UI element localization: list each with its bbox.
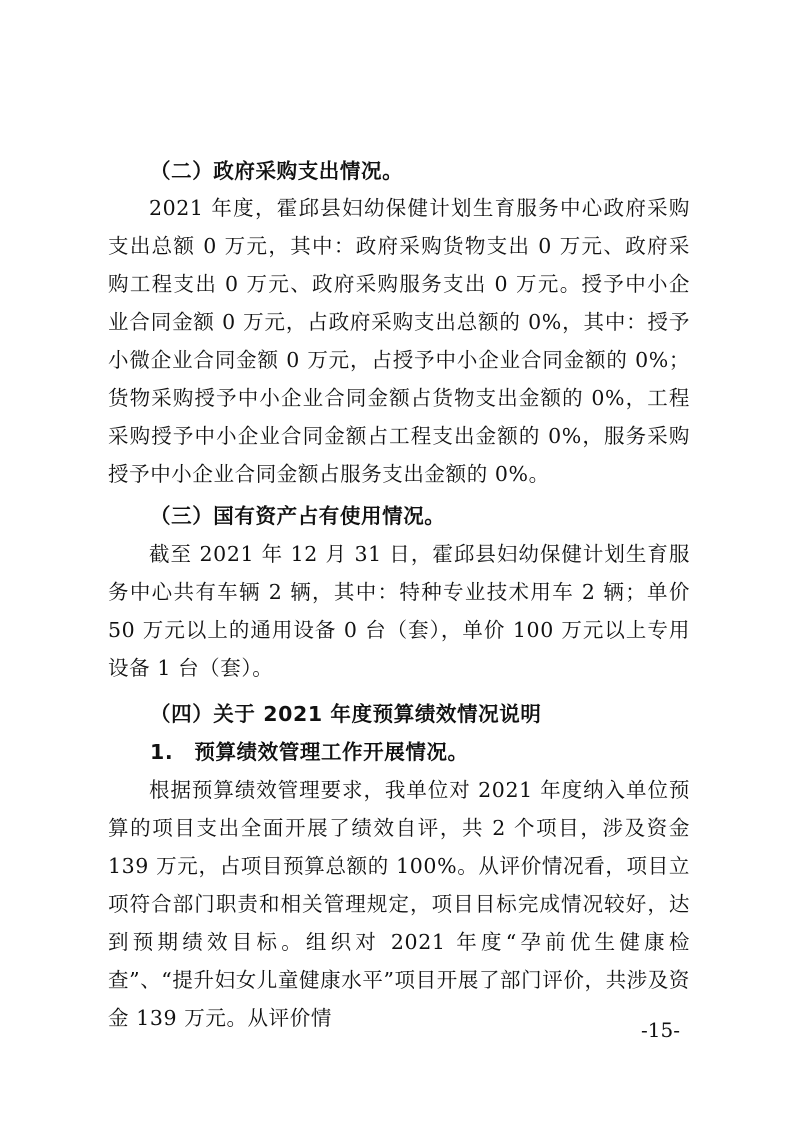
section-heading-performance: （四）关于 2021 年度预算绩效情况说明 [150,702,542,726]
subsection-heading-performance-management: 1. 预算绩效管理工作开展情况。 [150,740,469,764]
paragraph-assets: 截至 2021 年 12 月 31 日，霍邱县妇幼保健计划生育服务中心共有车辆 2 辆，其中：特种专业技术用车 2 辆；单价 50 万元以上的通用设备 0 台（套），单价 100 万元以上专用设备 1 台（套）。 [108,542,690,680]
section-heading-assets: （三）国有资产占有使用情况。 [150,504,446,528]
paragraph-performance: 根据预算绩效管理要求，我单位对 2021 年度纳入单位预算的项目支出全面开展了绩效自评，共 2 个项目，涉及资金 139 万元，占项目预算总额的 100%。从评价情况看，项目立项符合部门职责和相关管理规定，项目目标完成情况较好，达到预期绩效目标。组织对 2021 年度“孕前优生健康检查”、“提升妇女儿童健康水平”项目开展了部门评价，共涉及资金 139 万元。从评价情 [108,778,690,1030]
paragraph-procurement: 2021 年度，霍邱县妇幼保健计划生育服务中心政府采购支出总额 0 万元，其中：政府采购货物支出 0 万元、政府采购工程支出 0 万元、政府采购服务支出 0 万元。授予中小企业合同金额 0 万元，占政府采购支出总额的 0%，其中：授予小微企业合同金额 0 万元，占授予中小企业合同金额的 0%；货物采购授予中小企业合同金额占货物支出金额的 0%，工程采购授予中小企业合同金额占工程支出金额的 0%，服务采购授予中小企业合同金额占服务支出金额的 0%。 [108,196,690,486]
page-number: -15- [641,1018,680,1042]
section-heading-procurement: （二）政府采购支出情况。 [150,159,404,183]
